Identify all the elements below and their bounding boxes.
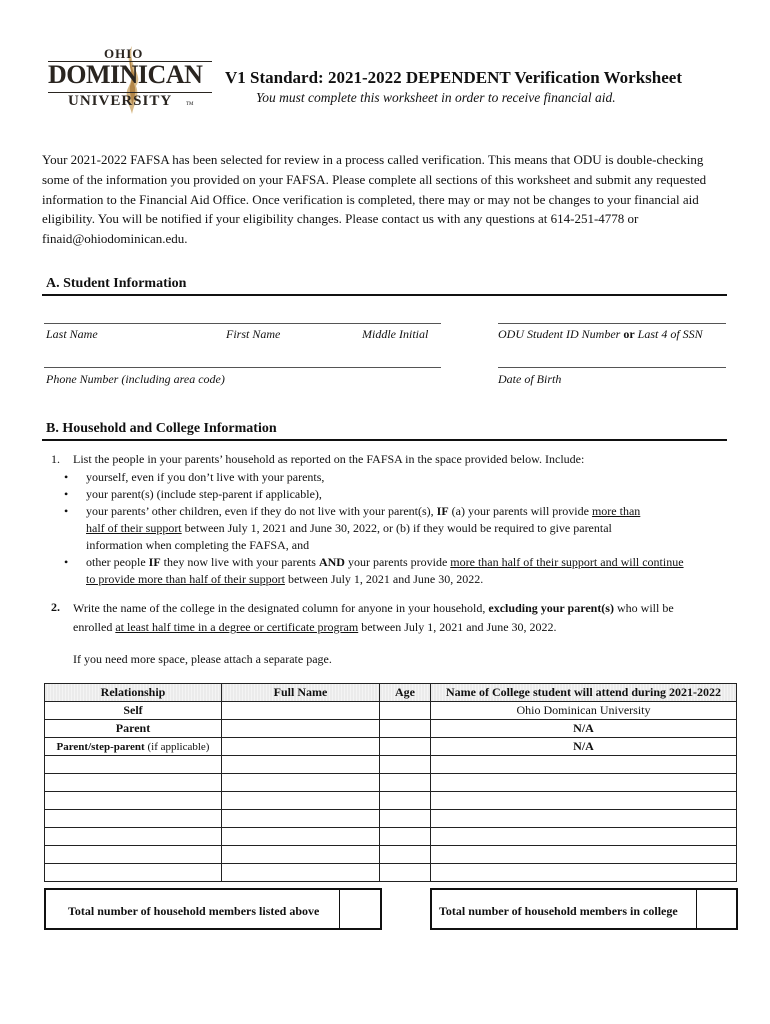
intro-paragraph: Your 2021-2022 FAFSA has been selected for review in a process called verification. This means that ODU is double-checking some of the information you provided on your FAFSA. Please complete all sections of this worksheet and submit any requested information to the Financial Aid Office. Once verification is completed, there may or may not be changes to your financial aid eligibility. You will be notified if your eligibility changes. Please contact us with any questions at 614-251-4778 or finaid@ohiodominican.edu. bbox=[42, 152, 707, 247]
cell-college[interactable] bbox=[431, 810, 737, 828]
cell-college[interactable] bbox=[431, 756, 737, 774]
table-row bbox=[45, 792, 737, 810]
logo-trademark: TM bbox=[186, 102, 194, 107]
logo-text-dominican: DOMINICAN bbox=[48, 60, 203, 89]
cell-college[interactable] bbox=[431, 828, 737, 846]
last-name-label: Last Name bbox=[46, 327, 98, 341]
cell-relationship[interactable] bbox=[45, 846, 222, 864]
table-row bbox=[45, 846, 737, 864]
cell-age[interactable] bbox=[380, 846, 431, 864]
space-note: If you need more space, please attach a separate page. bbox=[73, 652, 332, 666]
list-item: • other people IF they now live with your parents AND your parents provide more than half of their support and will continue to provide more than half of their support between July 1, 2021 and June 30, 2022. bbox=[64, 555, 684, 586]
cell-full-name[interactable] bbox=[222, 774, 380, 792]
cell-full-name[interactable] bbox=[222, 810, 380, 828]
university-logo bbox=[46, 44, 216, 120]
cell-full-name[interactable] bbox=[222, 792, 380, 810]
student-id-input-line[interactable] bbox=[498, 323, 726, 324]
cell-age[interactable] bbox=[380, 792, 431, 810]
table-row bbox=[45, 828, 737, 846]
table-row bbox=[45, 738, 737, 756]
cell-college[interactable] bbox=[431, 864, 737, 882]
bullet-icon: • bbox=[64, 504, 69, 518]
household-total-label: Total number of household members listed above bbox=[68, 904, 320, 918]
college-total-box bbox=[430, 888, 738, 930]
header-college: Name of College student will attend during 2021-2022 bbox=[431, 684, 737, 702]
cell-age[interactable] bbox=[380, 774, 431, 792]
bullet-icon: • bbox=[64, 487, 69, 501]
cell-full-name[interactable] bbox=[222, 828, 380, 846]
cell-relationship[interactable] bbox=[45, 774, 222, 792]
item-2-text: Write the name of the college in the designated column for anyone in your household, excluding your parent(s) who will be enrolled at least half time in a degree or certificate program between July 1, 2021 and June 30, 2022. bbox=[73, 601, 674, 634]
table-header-row bbox=[45, 684, 737, 702]
cell-age[interactable] bbox=[380, 810, 431, 828]
household-total-box bbox=[44, 888, 382, 930]
header-relationship: Relationship bbox=[45, 684, 222, 702]
phone-label: Phone Number (including area code) bbox=[46, 372, 225, 386]
dob-input-line[interactable] bbox=[498, 367, 726, 368]
header-age: Age bbox=[380, 684, 431, 702]
cell-college[interactable] bbox=[431, 846, 737, 864]
list-item: • yourself, even if you don’t live with your parents, bbox=[64, 470, 325, 484]
section-b-rule bbox=[42, 439, 727, 441]
item-2-number: 2. bbox=[51, 600, 60, 614]
cell-relationship[interactable] bbox=[45, 792, 222, 810]
cell-full-name[interactable] bbox=[222, 756, 380, 774]
list-item: • your parent(s) (include step-parent if applicable), bbox=[64, 487, 322, 501]
cell-age[interactable] bbox=[380, 828, 431, 846]
cell-relationship[interactable] bbox=[45, 864, 222, 882]
cell-age[interactable] bbox=[380, 756, 431, 774]
college-total-input[interactable] bbox=[696, 890, 737, 928]
cell-relationship[interactable] bbox=[45, 828, 222, 846]
cell-age[interactable] bbox=[380, 702, 431, 720]
section-a-heading: A. Student Information bbox=[46, 276, 187, 291]
cell-relationship: Parent/step-parent (if applicable) bbox=[45, 738, 222, 756]
logo-text-university: UNIVERSITY bbox=[68, 93, 173, 109]
first-name-label: First Name bbox=[226, 327, 281, 341]
cell-college: N/A bbox=[431, 720, 737, 738]
name-input-line[interactable] bbox=[44, 323, 441, 324]
cell-relationship[interactable] bbox=[45, 810, 222, 828]
cell-relationship[interactable] bbox=[45, 756, 222, 774]
section-b-heading: B. Household and College Information bbox=[46, 421, 277, 436]
cell-full-name[interactable] bbox=[222, 702, 380, 720]
cell-college: N/A bbox=[431, 738, 737, 756]
cell-relationship: Self bbox=[45, 702, 222, 720]
cell-college[interactable] bbox=[431, 774, 737, 792]
cell-age[interactable] bbox=[380, 720, 431, 738]
bullet-icon: • bbox=[64, 555, 69, 569]
section-a-rule bbox=[42, 294, 727, 296]
student-id-label: ODU Student ID Number or Last 4 of SSN bbox=[498, 327, 703, 341]
page-subtitle: You must complete this worksheet in order to receive financial aid. bbox=[256, 90, 616, 105]
bullet-icon: • bbox=[64, 470, 69, 484]
cell-age[interactable] bbox=[380, 864, 431, 882]
cell-college[interactable] bbox=[431, 792, 737, 810]
table-row bbox=[45, 720, 737, 738]
page-title: V1 Standard: 2021-2022 DEPENDENT Verification Worksheet bbox=[225, 68, 682, 87]
table-row bbox=[45, 774, 737, 792]
household-total-input[interactable] bbox=[339, 890, 379, 928]
household-table bbox=[44, 683, 737, 882]
cell-full-name[interactable] bbox=[222, 720, 380, 738]
list-item: • your parents’ other children, even if they do not live with your parent(s), IF (a) your parents will provide more than half of their support between July 1, 2021 and June 30, 2022, or (b) if they would be required to give parental information when completing the FAFSA, and bbox=[64, 504, 641, 552]
table-row bbox=[45, 702, 737, 720]
cell-college: Ohio Dominican University bbox=[431, 702, 737, 720]
cell-full-name[interactable] bbox=[222, 864, 380, 882]
logo-text-ohio: OHIO bbox=[104, 46, 144, 61]
cell-relationship: Parent bbox=[45, 720, 222, 738]
cell-full-name[interactable] bbox=[222, 846, 380, 864]
college-total-label: Total number of household members in college bbox=[439, 904, 678, 918]
cell-full-name[interactable] bbox=[222, 738, 380, 756]
item-1-text: List the people in your parents’ household as reported on the FAFSA in the space provided below. Include: bbox=[73, 452, 585, 466]
header-full-name: Full Name bbox=[222, 684, 380, 702]
cell-age[interactable] bbox=[380, 738, 431, 756]
dob-label: Date of Birth bbox=[498, 372, 562, 386]
table-row bbox=[45, 810, 737, 828]
item-1-number: 1. bbox=[51, 452, 60, 466]
middle-initial-label: Middle Initial bbox=[362, 327, 429, 341]
table-row bbox=[45, 756, 737, 774]
table-row bbox=[45, 864, 737, 882]
phone-input-line[interactable] bbox=[44, 367, 441, 368]
item-1-bullets bbox=[64, 469, 726, 588]
